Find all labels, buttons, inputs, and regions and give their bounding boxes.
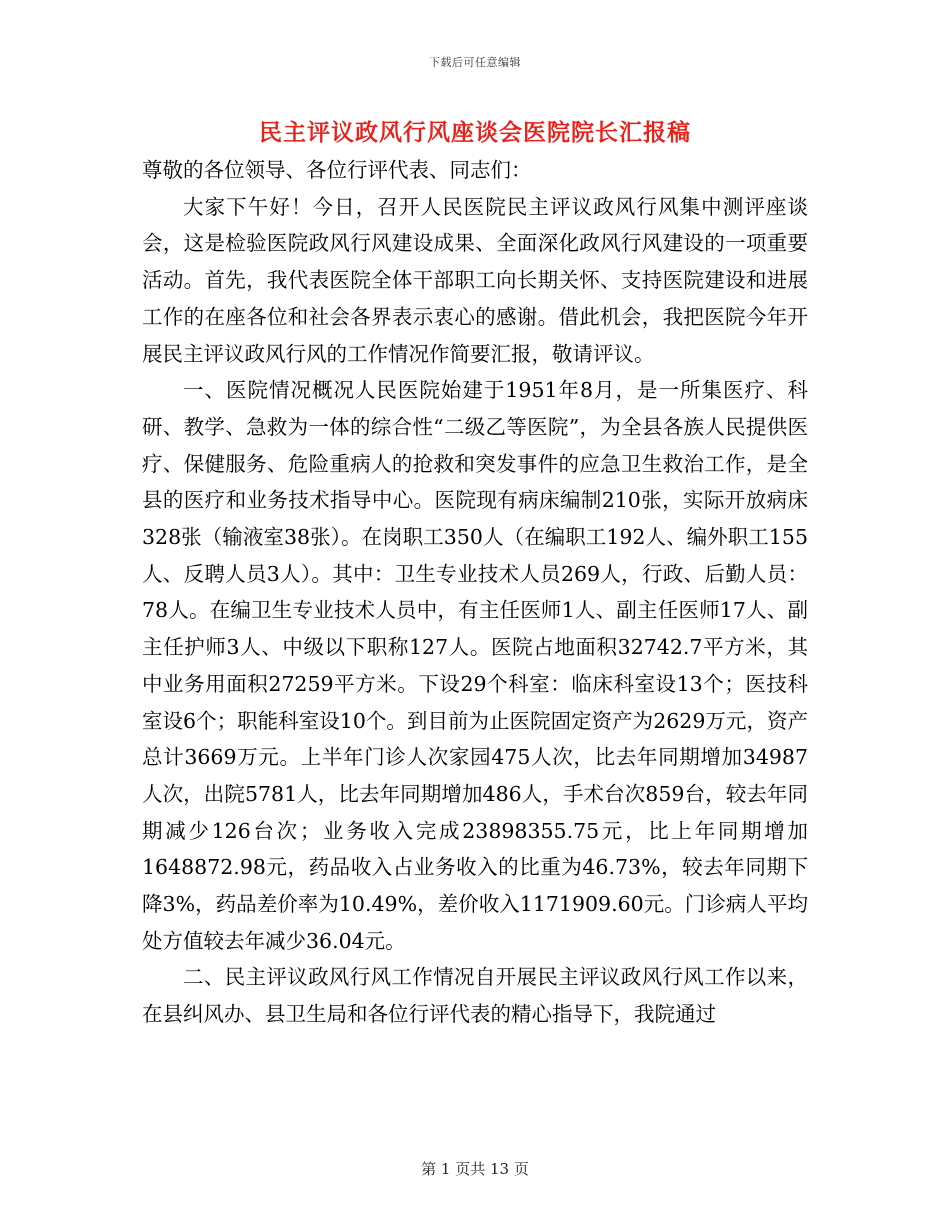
- page-footer: 第 1 页共 13 页: [421, 1160, 529, 1178]
- document-body: [142, 152, 808, 1033]
- header-note: 下载后可任意编辑: [429, 56, 521, 69]
- paragraph-greeting: 大家下午好！今日，召开人民医院民主评议政风行风集中测评座谈会，这是检验医院政风行风建设成果、全面深化政风行风建设的一项重要活动。首先，我代表医院全体干部职工向长期关怀、支持医院建设和进展工作的在座各位和社会各界表示衷心的感谢。借此机会，我把医院今年开展民主评议政风行风的工作情况作简要汇报，敬请评议。: [142, 194, 808, 366]
- paragraph-hospital-overview: 一、医院情况概况人民医院始建于1951年8月，是一所集医疗、科研、教学、急救为一体的综合性“二级乙等医院”，为全县各族人民提供医疗、保健服务、危险重病人的抢救和突发事件的应急卫生救治工作，是全县的医疗和业务技术指导中心。医院现有病床编制210张，实际开放病床328张（输液室38张）。在岗职工350人（在编职工192人、编外职工155人、反聘人员3人）。其中：卫生专业技术人员269人，行政、后勤人员：78人。在编卫生专业技术人员中，有主任医师1人、副主任医师17人、副主任护师3人、中级以下职称127人。医院占地面积32742.7平方米，其中业务用面积27259平方米。下设29个科室：临床科室设13个；医技科室设6个；职能科室设10个。到目前为止医院固定资产为2629万元，资产总计3669万元。上半年门诊人次家园475人次，比去年同期增加34987人次，出院5781人，比去年同期增加486人，手术台次859台，较去年同期减少126台次；业务收入完成23898355.75元，比上年同期增加1648872.98元，药品收入占业务收入的比重为46.73%，较去年同期下降3%，药品差价率为10.49%，差价收入1171909.60元。门诊病人平均处方值较去年减少36.04元。: [142, 378, 808, 953]
- document-title: 民主评议政风行风座谈会医院院长汇报稿: [259, 119, 691, 146]
- paragraph-evaluation-work: 二、民主评议政风行风工作情况自开展民主评议政风行风工作以来，在县纠风办、县卫生局和各位行评代表的精心指导下，我院通过: [142, 965, 808, 1027]
- salutation: 尊敬的各位领导、各位行评代表、同志们：: [142, 158, 532, 182]
